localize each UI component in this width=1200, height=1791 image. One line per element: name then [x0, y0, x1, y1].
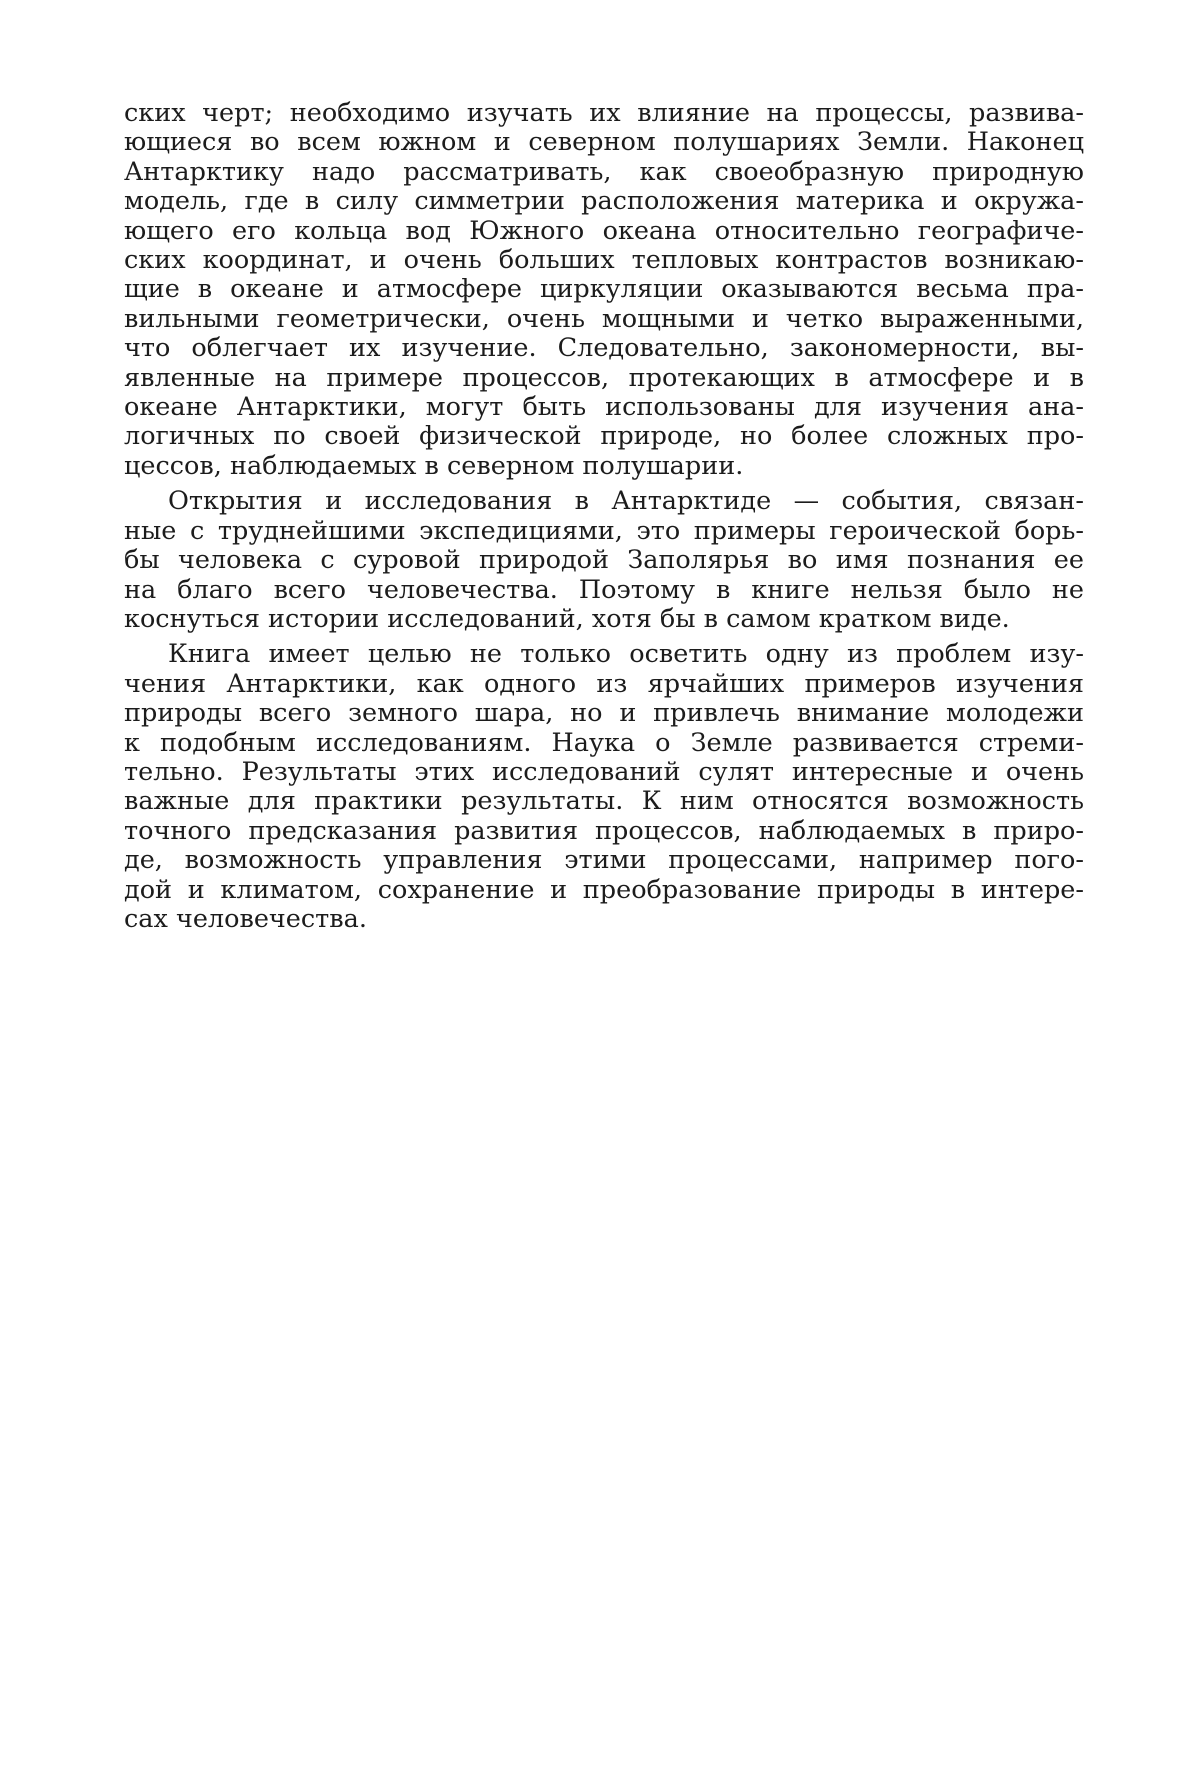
text-line: тельно. Результаты этих исследований сулят интересные и очень [124, 758, 1084, 787]
text-line: ских координат, и очень больших тепловых контрастов возникаю- [124, 246, 1084, 275]
text-line: коснуться истории исследований, хотя бы в самом кратком виде. [124, 605, 1084, 634]
text-line: что облегчает их изучение. Следовательно, закономерности, вы- [124, 334, 1084, 363]
text-line: сах человечества. [124, 905, 1084, 934]
text-line: логичных по своей физической природе, но более сложных про- [124, 422, 1084, 451]
text-line: Антарктику надо рассматривать, как своеобразную природную [124, 158, 1084, 187]
text-line: явленные на примере процессов, протекающих в атмосфере и в [124, 364, 1084, 393]
text-line: точного предсказания развития процессов, наблюдаемых в приро- [124, 817, 1084, 846]
text-line: Открытия и исследования в Антарктиде — события, связан- [124, 487, 1084, 516]
text-line: на благо всего человечества. Поэтому в книге нельзя было не [124, 576, 1084, 605]
text-line: к подобным исследованиям. Наука о Земле развивается стреми- [124, 729, 1084, 758]
text-line: ющего его кольца вод Южного океана относительно географиче- [124, 217, 1084, 246]
paragraph-3 [124, 640, 1084, 934]
text-line: дой и климатом, сохранение и преобразование природы в интере- [124, 876, 1084, 905]
text-line: чения Антарктики, как одного из ярчайших примеров изучения [124, 670, 1084, 699]
text-line: ющиеся во всем южном и северном полушариях Земли. Наконец [124, 128, 1084, 157]
text-line: Книга имеет целью не только осветить одну из проблем изу- [124, 640, 1084, 669]
text-line: важные для практики результаты. К ним относятся возможность [124, 787, 1084, 816]
text-line: модель, где в силу симметрии расположения материка и окружа- [124, 187, 1084, 216]
text-line: щие в океане и атмосфере циркуляции оказываются весьма пра- [124, 275, 1084, 304]
paragraph-2 [124, 487, 1084, 634]
text-line: цессов, наблюдаемых в северном полушарии. [124, 452, 1084, 481]
text-line: природы всего земного шара, но и привлечь внимание молодежи [124, 699, 1084, 728]
body-text [124, 99, 1084, 934]
book-page [0, 0, 1200, 1791]
text-line: ные с труднейшими экспедициями, это примеры героической борь- [124, 517, 1084, 546]
text-line: вильными геометрически, очень мощными и четко выраженными, [124, 305, 1084, 334]
paragraph-1 [124, 99, 1084, 481]
text-line: ских черт; необходимо изучать их влияние на процессы, развива- [124, 99, 1084, 128]
text-line: де, возможность управления этими процессами, например пого- [124, 846, 1084, 875]
text-line: бы человека с суровой природой Заполярья во имя познания ее [124, 546, 1084, 575]
text-line: океане Антарктики, могут быть использованы для изучения ана- [124, 393, 1084, 422]
